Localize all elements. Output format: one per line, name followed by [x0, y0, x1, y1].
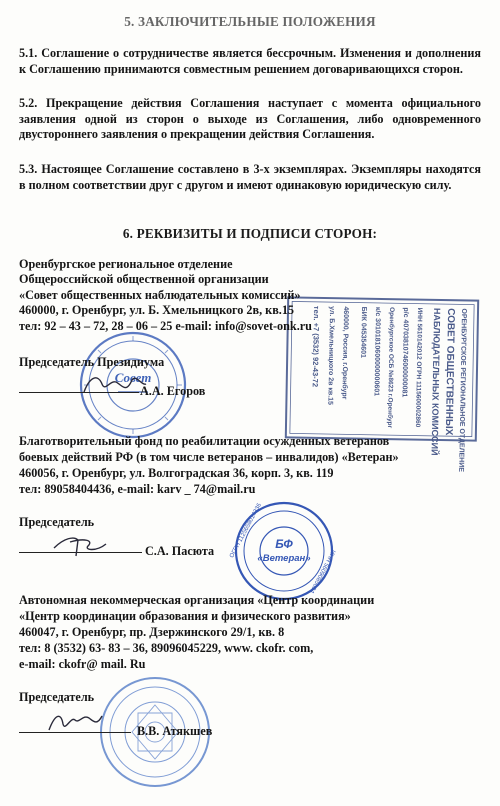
veteran-stamp-inn: ИНН 5609085084 — [308, 548, 336, 594]
veteran-stamp-title: БФ — [275, 537, 293, 551]
party3-signature — [45, 706, 105, 741]
veteran-stamp-name: «Ветеран» — [257, 553, 311, 564]
rect-stamp-line-1: ОРЕНБУРГСКОЕ РЕГИОНАЛЬНОЕ ОТДЕЛЕНИЕ — [457, 308, 468, 473]
party3-line-5: e-mail: ckofr@ mail. Ru — [19, 657, 146, 671]
party1-role: Председатель Президиума — [19, 355, 165, 369]
clause-5-2: 5.2. Прекращение действия Соглашения наступает с момента официального заявления одной из сторон о выходе из Соглашения, либо одновременного двустороннего заявления о прекращении действия Соглашения. — [19, 96, 481, 141]
party2-line-1: Благотворительный фонд по реабилитации осужденных ветеранов — [19, 434, 390, 448]
section-6-title: 6. РЕКВИЗИТЫ И ПОДПИСИ СТОРОН: — [122, 226, 378, 241]
party3-line-4: тел: 8 (3532) 63- 83 – 36, 89096045229, www. ckofr. com, — [19, 641, 314, 655]
rect-stamp-line-6: Оренбургское ОСБ №8623 г.Оренбург — [385, 307, 396, 429]
party2-line-4: тел: 89058404436, e-mail: karv _ 74@mail.ru — [19, 482, 256, 496]
veteran-stamp-ogrn: ОГРН 1125658014336 — [229, 502, 263, 560]
party2-name: С.А. Пасюта — [145, 544, 215, 558]
party1-line-2: Общероссийской общественной организации — [19, 272, 269, 286]
rect-stamp-line-9: 460000, Россия, г.Оренбург — [340, 306, 350, 400]
party2-line-2: боевых действий РФ (в том числе ветеранов – инвалидов) «Ветеран» — [19, 450, 399, 464]
rect-stamp-line-5: р/с 40703810746000000081 — [400, 307, 410, 398]
clause-5-1: 5.1. Соглашение о сотрудничестве является бессрочным. Изменения и дополнения к Соглашению принимаются совместным решением договаривающихся сторон. — [19, 46, 481, 76]
party2-line-3: 460056, г. Оренбург, ул. Волгоградская 36, корп. 3, кв. 119 — [19, 466, 334, 480]
party1-name: А.А. Егоров — [140, 384, 206, 398]
rect-stamp-line-3: НАБЛЮДАТЕЛЬНЫХ КОМИССИЙ — [429, 307, 443, 456]
rect-stamp-line-8: БИК 045354601 — [359, 306, 368, 359]
party1-line-4: 460000, г. Оренбург, ул. Б. Хмельницкого 2в, кв.15 — [19, 303, 295, 317]
party3-name: В.В. Атякшев — [137, 724, 213, 738]
section-5-title: 5. ЗАКЛЮЧИТЕЛЬНЫЕ ПОЛОЖЕНИЯ — [124, 14, 376, 29]
party2-role: Председатель — [19, 515, 95, 529]
party3-line-2: «Центр координации образования и физического развития» — [19, 609, 351, 623]
party1-line-5: тел: 92 – 43 – 72, 28 – 06 – 25 e-mail: info@sovet-onk.ru — [19, 319, 312, 333]
rect-stamp-line-4: ИНН 5610142012 ОГРН 1115600002860 — [413, 307, 424, 428]
rect-stamp-line-2: СОВЕТ ОБЩЕСТВЕННЫХ — [442, 308, 457, 436]
party1-line-1: Оренбургское региональное отделение — [19, 257, 233, 271]
rectangular-bank-stamp — [282, 294, 482, 473]
clause-5-3: 5.3. Настоящее Соглашение составлено в 3-х экземплярах. Экземпляры находятся в полном соответствии друг с другом и имеют одинаковую юридическую силу. — [19, 162, 481, 192]
rect-stamp-line-10: ул. Б.Хмельницкого 2в кв.15 — [326, 306, 336, 406]
party3-role: Председатель — [19, 690, 95, 704]
party1-line-3: «Совет общественных наблюдательных комиссий» — [19, 288, 301, 302]
round-stamp-text: Совет — [114, 370, 152, 385]
party2-signature — [50, 532, 110, 565]
party3-line-1: Автономная некоммерческая организация «Центр координации — [19, 593, 375, 607]
round-stamp-veteran — [229, 500, 336, 602]
party3-line-3: 460047, г. Оренбург, пр. Дзержинского 29/1, кв. 8 — [19, 625, 285, 639]
rect-stamp-line-11: тел. +7 (3532) 92-43-72 — [310, 305, 322, 388]
rect-stamp-line-7: к/с 30101810600000000601 — [372, 306, 382, 397]
party1-signature — [80, 372, 150, 403]
